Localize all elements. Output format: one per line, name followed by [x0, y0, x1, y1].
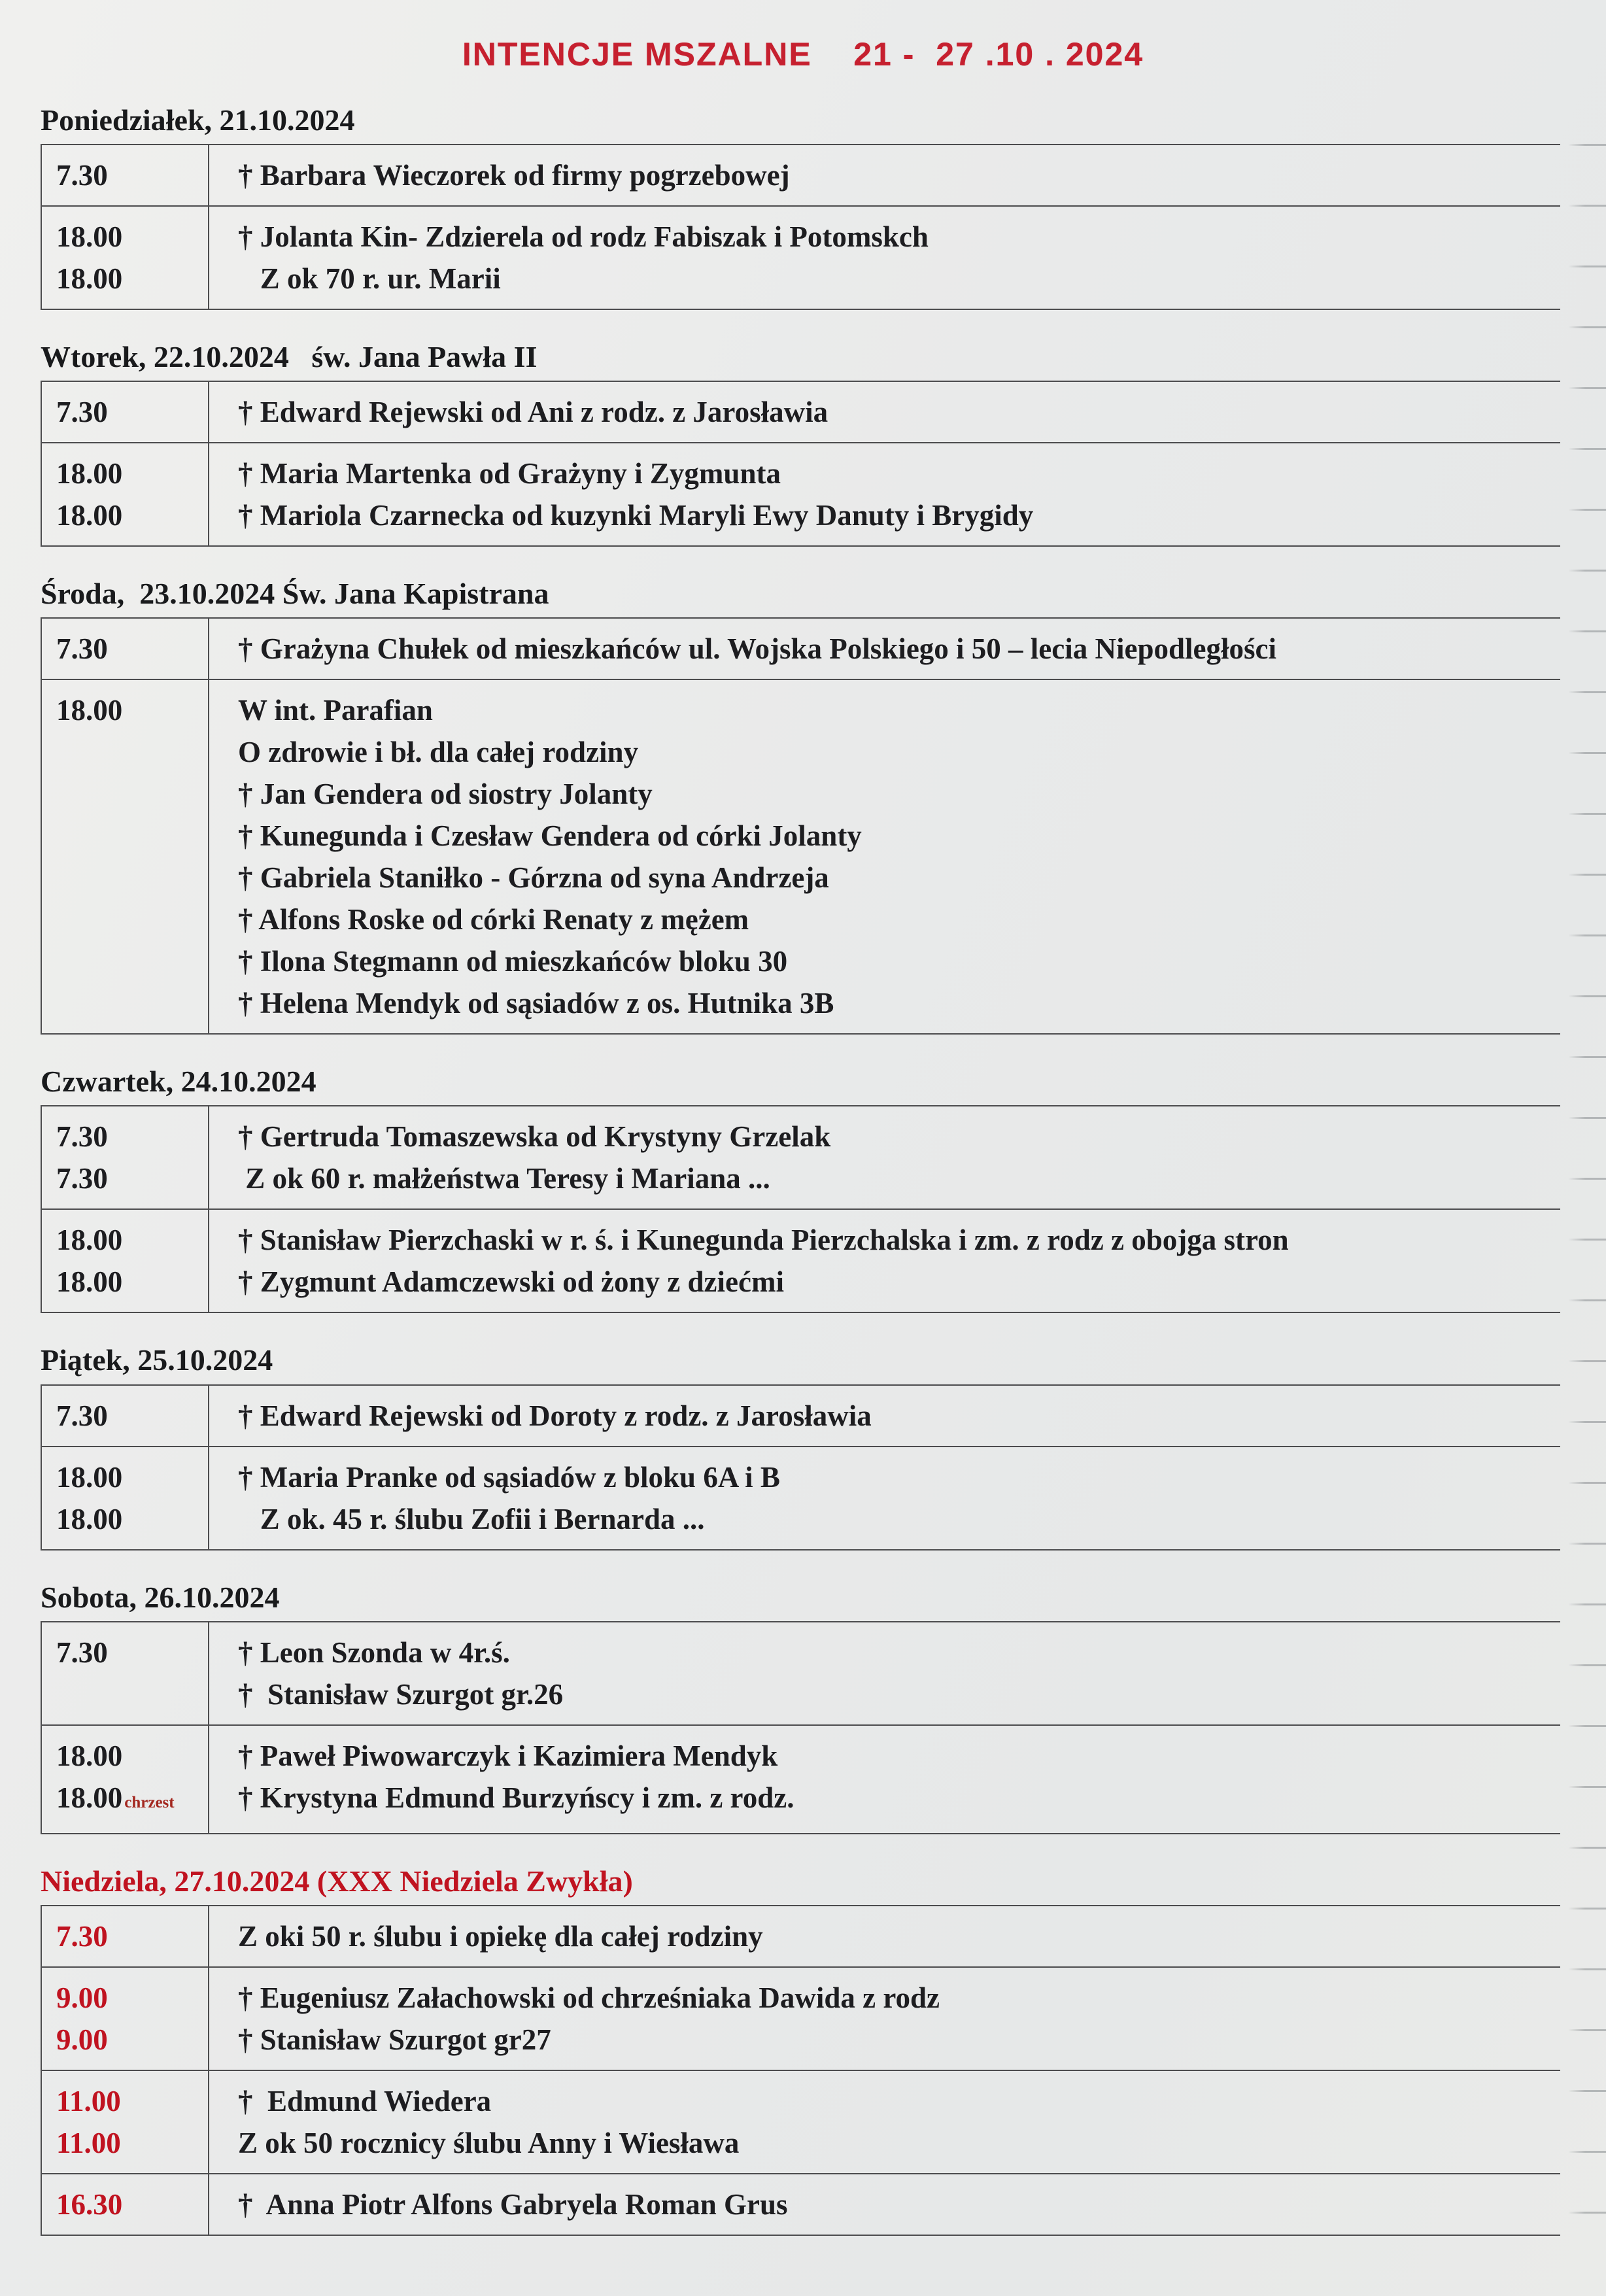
intention-line: W int. Parafian [238, 694, 433, 727]
intention-line: † Eugeniusz Załachowski od chrześniaka Dawida z rodz [238, 1981, 940, 2014]
intention-line: † Gertruda Tomaszewska od Krystyny Grzelak [238, 1120, 831, 1154]
mass-row [42, 1906, 1560, 1968]
baptism-note: chrzest [124, 1793, 175, 1811]
intention-column [209, 2174, 1560, 2235]
intention-line: † Paweł Piwowarczyk i Kazimiera Mendyk [238, 1739, 778, 1772]
intention-line: † Maria Pranke od sąsiadów z bloku 6A i B [238, 1460, 780, 1494]
day-header: Czwartek, 24.10.2024 [41, 1065, 316, 1099]
mass-table [41, 1105, 1560, 1313]
mass-time: 18.00 [56, 1224, 123, 1257]
mass-time: 18.00 [56, 1460, 123, 1494]
intention-line: † Anna Piotr Alfons Gabryela Roman Grus [238, 2187, 788, 2221]
mass-time: 7.30 [56, 632, 108, 666]
intention-column [209, 1622, 1560, 1724]
mass-time: 7.30 [56, 1919, 108, 1953]
intention-column [209, 145, 1560, 205]
mass-row [42, 619, 1560, 680]
day-section [41, 1579, 1560, 1834]
time-column [42, 382, 209, 442]
time-column [42, 1447, 209, 1549]
intention-column [209, 1386, 1560, 1446]
intention-line: † Leon Szonda w 4r.ś. [238, 1636, 510, 1669]
intention-line: † Edward Rejewski od Ani z rodz. z Jarosławia [238, 396, 829, 429]
mass-time: 11.00 [56, 2126, 121, 2159]
mass-table [41, 1621, 1560, 1834]
mass-row [42, 1106, 1560, 1210]
intention-line: † Helena Mendyk od sąsiadów z os. Hutnika 3B [238, 987, 834, 1020]
mass-table [41, 1384, 1560, 1551]
mass-time: 18.00 [56, 220, 123, 254]
mass-time: 18.00 [56, 1265, 123, 1299]
intention-column [209, 207, 1560, 309]
days [41, 102, 1560, 2236]
intention-column [209, 382, 1560, 442]
mass-table [41, 144, 1560, 310]
day-section [41, 102, 1560, 310]
mass-time: 18.00 [56, 262, 123, 296]
intention-line: Z ok. 45 r. ślubu Zofii i Bernarda ... [238, 1502, 705, 1535]
intention-line: † Gabriela Staniłko - Górzna od syna Andrzeja [238, 861, 829, 895]
page-edge-ruled-marks [1568, 85, 1606, 2236]
time-column [42, 1726, 209, 1833]
mass-row [42, 1447, 1560, 1551]
intention-line: † Maria Martenka od Grażyny i Zygmunta [238, 457, 781, 490]
mass-row [42, 145, 1560, 207]
intention-line: † Ilona Stegmann od mieszkańców bloku 30 [238, 945, 788, 978]
mass-time: 18.00 [56, 694, 123, 727]
intention-column [209, 2071, 1560, 2173]
intention-line: Z ok 60 r. małżeństwa Teresy i Mariana ... [238, 1162, 770, 1195]
intention-line: † Jan Gendera od siostry Jolanty [238, 778, 653, 811]
mass-table [41, 617, 1560, 1035]
mass-row [42, 1622, 1560, 1726]
mass-row [42, 382, 1560, 443]
time-column [42, 1906, 209, 1966]
intention-column [209, 1906, 1560, 1966]
day-header: Piątek, 25.10.2024 [41, 1343, 273, 1377]
mass-time: 18.00 chrzest [56, 1781, 175, 1814]
mass-time: 9.00 [56, 1981, 108, 2014]
intention-column [209, 1106, 1560, 1208]
mass-time: 18.00 [56, 499, 123, 532]
day-section [41, 575, 1560, 1035]
intention-line: † Edward Rejewski od Doroty z rodz. z Jarosławia [238, 1399, 872, 1432]
day-section [41, 1063, 1560, 1313]
time-column [42, 207, 209, 309]
intention-line: † Edmund Wiedera [238, 2084, 492, 2117]
time-column [42, 2174, 209, 2235]
day-header: Sobota, 26.10.2024 [41, 1580, 280, 1614]
intention-line: † Barbara Wieczorek od firmy pogrzebowej [238, 159, 790, 192]
intention-line: † Zygmunt Adamczewski od żony z dziećmi [238, 1265, 784, 1299]
intention-line: † Mariola Czarnecka od kuzynki Maryli Ewy Danuty i Brygidy [238, 499, 1034, 532]
time-column [42, 1622, 209, 1724]
intention-line: † Stanisław Pierzchaski w r. ś. i Kunegunda Pierzchalska i zm. z rodz z obojga stron [238, 1224, 1289, 1257]
mass-row [42, 1210, 1560, 1313]
intention-line: O zdrowie i bł. dla całej rodziny [238, 736, 639, 769]
time-column [42, 1386, 209, 1446]
day-section [41, 339, 1560, 547]
mass-time: 18.00 [56, 1739, 123, 1772]
time-column [42, 1106, 209, 1208]
mass-time: 18.00 [56, 1502, 123, 1535]
day-header: Środa, 23.10.2024 Św. Jana Kapistrana [41, 577, 549, 611]
day-section [41, 1342, 1560, 1550]
intention-column [209, 1726, 1560, 1833]
time-column [42, 619, 209, 679]
time-column [42, 1968, 209, 2070]
mass-row [42, 1386, 1560, 1447]
day-header: Poniedziałek, 21.10.2024 [41, 103, 355, 137]
mass-row [42, 2071, 1560, 2174]
time-column [42, 443, 209, 545]
mass-time: 7.30 [56, 1399, 108, 1432]
intention-line: Z oki 50 r. ślubu i opiekę dla całej rodziny [238, 1919, 763, 1953]
mass-row [42, 1968, 1560, 2071]
intention-line: † Alfons Roske od córki Renaty z mężem [238, 903, 749, 936]
time-column [42, 680, 209, 1033]
mass-row [42, 207, 1560, 310]
mass-time: 7.30 [56, 1162, 108, 1195]
intention-column [209, 443, 1560, 545]
mass-table [41, 1905, 1560, 2236]
page-title: INTENCJE MSZALNE 21 - 27 .10 . 2024 [462, 36, 1144, 73]
intention-line: Z ok 70 r. ur. Marii [238, 262, 501, 296]
intention-line: † Krystyna Edmund Burzyńscy i zm. z rodz. [238, 1781, 794, 1814]
day-header: Niedziela, 27.10.2024 (XXX Niedziela Zwykła) [41, 1864, 633, 1898]
mass-time: 7.30 [56, 159, 108, 192]
intention-column [209, 1447, 1560, 1549]
intention-column [209, 619, 1560, 679]
mass-time: 7.30 [56, 1120, 108, 1154]
mass-time: 16.30 [56, 2187, 123, 2221]
intention-line: † Grażyna Chułek od mieszkańców ul. Wojska Polskiego i 50 – lecia Niepodległości [238, 632, 1276, 666]
mass-row [42, 443, 1560, 547]
mass-row [42, 2174, 1560, 2236]
intention-column [209, 1210, 1560, 1312]
day-section [41, 1863, 1560, 2236]
mass-time: 7.30 [56, 1636, 108, 1669]
intention-line: † Jolanta Kin- Zdzierela od rodz Fabiszak i Potomskch [238, 220, 929, 254]
mass-time: 11.00 [56, 2084, 121, 2117]
intention-line: Z ok 50 rocznicy ślubu Anny i Wiesława [238, 2126, 740, 2159]
mass-time: 9.00 [56, 2023, 108, 2056]
time-column [42, 2071, 209, 2173]
intention-line: † Stanisław Szurgot gr.26 [238, 1677, 564, 1711]
intention-column [209, 680, 1560, 1033]
mass-time: 7.30 [56, 396, 108, 429]
time-column [42, 1210, 209, 1312]
mass-row [42, 1726, 1560, 1834]
mass-row [42, 680, 1560, 1035]
mass-time: 18.00 [56, 457, 123, 490]
day-header: Wtorek, 22.10.2024 św. Jana Pawła II [41, 340, 538, 374]
intention-line: † Stanisław Szurgot gr27 [238, 2023, 551, 2056]
time-column [42, 145, 209, 205]
mass-table [41, 381, 1560, 547]
intention-line: † Kunegunda i Czesław Gendera od córki Jolanty [238, 819, 862, 853]
intention-column [209, 1968, 1560, 2070]
